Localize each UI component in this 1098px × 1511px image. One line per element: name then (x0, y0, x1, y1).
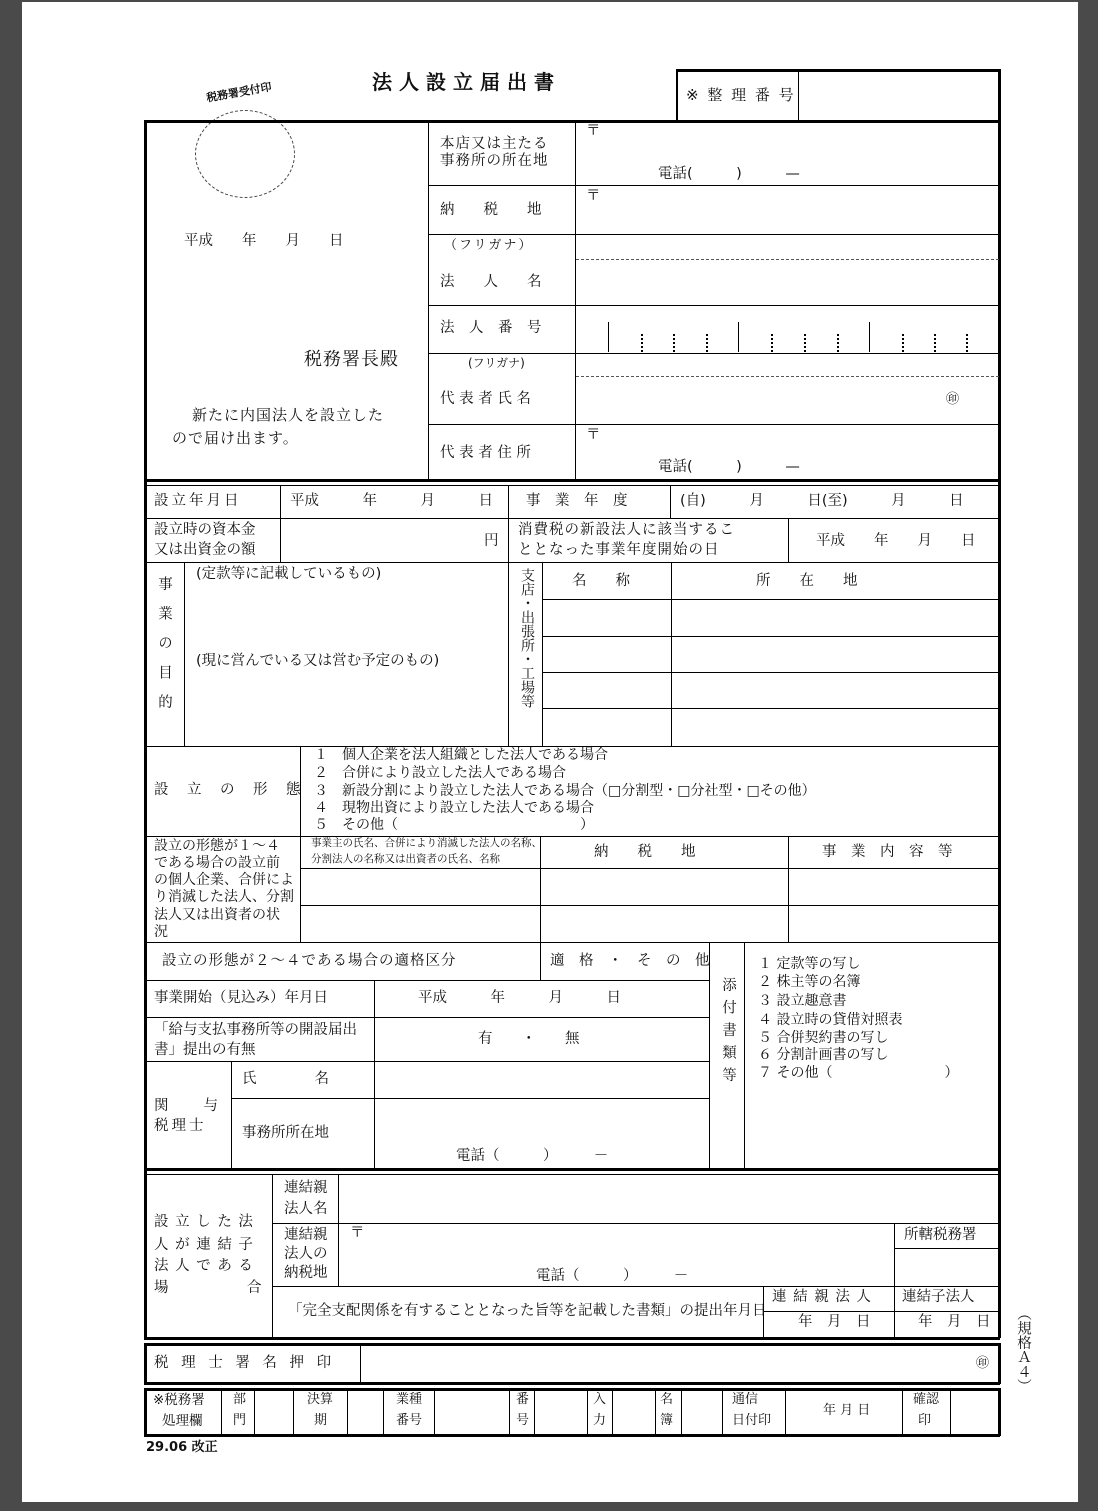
kakunin-2: 印 (918, 1413, 932, 1428)
zeirishi-tel: 電話（ ） － (456, 1148, 609, 1164)
renketsu-oya-nozei-1: 連結親 (284, 1227, 328, 1243)
furigana-label: （フリガナ） (444, 238, 534, 253)
keitai-label: 設 立 の 形 態 (154, 782, 303, 798)
setsuritsu-date-value: 平成 年 月 日 (290, 493, 493, 509)
keitai14-line-6: 況 (154, 924, 168, 940)
setsuritsu-date-label: 設立年月日 (154, 493, 242, 509)
furigana-label-2: (フリガナ) (468, 356, 525, 370)
tenpu-item-7: ７ その他（ ） (758, 1065, 959, 1081)
keitai-item-4: ４ 現物出資により設立した法人である場合 (314, 800, 594, 816)
kikaku-label: （規格Ａ４） (1015, 1306, 1031, 1393)
zeirishi-sign-label: 税 理 士 署 名 押 印 (154, 1355, 336, 1371)
nozeichi-header: 納 税 地 (594, 844, 696, 860)
honten-tel: 電話( ) — (658, 166, 800, 182)
kanyo-label-1: 関 与 (154, 1098, 220, 1114)
bumon-2: 門 (233, 1413, 247, 1428)
jigyo-nendo-value: (自) 月 日(至) 月 日 (680, 493, 964, 509)
seal-mark: ㊞ (976, 1356, 990, 1371)
bango-1: 番 (516, 1392, 530, 1407)
revision-label: 29.06 改正 (146, 1440, 218, 1455)
daihyo-name-label: 代 表 者 氏 名 (440, 391, 531, 407)
shori-label-1: ※税務署 (153, 1392, 205, 1408)
oya-ymd: 年 月 日 (798, 1314, 871, 1330)
form-sheet (22, 2, 1078, 1502)
shozaichi-header: 所 在 地 (756, 573, 858, 589)
keitai-item-2: ２ 合併により設立した法人である場合 (314, 765, 566, 781)
reception-stamp-area (195, 110, 295, 198)
mokuteki-teikan: (定款等に記載しているもの) (196, 566, 382, 582)
shiten-label: 支店・出張所・工場等 (519, 568, 535, 708)
tenpu-item-4: ４ 設立時の貸借対照表 (758, 1012, 903, 1028)
heisei-date: 平成 年 月 日 (184, 233, 344, 249)
renketsu-ko-hojin: 連結子法人 (902, 1289, 975, 1305)
renketsu-oya-name-1: 連結親 (284, 1180, 328, 1196)
meibo-2: 簿 (660, 1413, 674, 1428)
shohizei-label-2: ととなった事業年度開始の日 (518, 542, 720, 558)
bumon-1: 部 (233, 1392, 247, 1407)
keitai14-line-2: である場合の設立前 (154, 855, 280, 871)
shohizei-value: 平成 年 月 日 (816, 533, 976, 549)
honten-label-1: 本店又は主たる (440, 136, 549, 152)
tenpu-item-6: ６ 分割計画書の写し (758, 1047, 889, 1063)
renketsu-oya-nozei-2: 法人の (284, 1246, 328, 1262)
kakunin-1: 確認 (913, 1392, 940, 1407)
shohizei-label-1: 消費税の新設法人に該当するこ (518, 522, 735, 538)
postal-mark: 〒 (586, 123, 601, 139)
shokatsu-label: 所轄税務署 (904, 1227, 977, 1243)
daihyo-addr-label: 代 表 者 住 所 (440, 445, 531, 461)
keitai-item-1: １ 個人企業を法人組織とした法人である場合 (314, 747, 608, 763)
seiri-bango-label: ※ 整 理 番 号 (686, 86, 796, 104)
seal-mark: ㊞ (946, 392, 960, 407)
nyuryoku-2: 力 (593, 1413, 607, 1428)
jimusho-label: 事務所所在地 (242, 1125, 329, 1141)
tsushin-1: 通信 (732, 1392, 759, 1407)
renketsu-oya-name-2: 法人名 (284, 1201, 328, 1217)
form-title: 法人設立届出書 (372, 70, 561, 94)
meisho-header: 名 称 (572, 573, 630, 589)
tenpu-item-1: １ 定款等の写し (758, 956, 861, 972)
postal-mark: 〒 (586, 188, 601, 204)
kessan-2: 期 (314, 1413, 328, 1428)
yen-unit: 円 (484, 533, 499, 549)
shimei-label: 氏 名 (242, 1071, 329, 1087)
tenpu-label: 添付書類等 (720, 977, 736, 1090)
nozeichi-label: 納 税 地 (440, 202, 542, 218)
gyoshu-2: 番号 (396, 1413, 423, 1428)
kyuyo-label-1: 「給与支払事務所等の開設届出 (154, 1022, 357, 1038)
tenpu-item-2: ２ 株主等の名簿 (758, 974, 861, 990)
daihyo-tel: 電話( ) — (658, 459, 800, 475)
proc-ymd: 年 月 日 (823, 1403, 871, 1418)
renketsu-oya-nozei-3: 納税地 (284, 1265, 328, 1281)
notice-line-1: 新たに内国法人を設立した (192, 406, 385, 424)
tekikaku-label: 設立の形態が２～４である場合の適格区分 (162, 953, 457, 969)
renketsu-tel: 電話（ ） － (536, 1268, 689, 1284)
keitai-item-5: ５ その他（ ） (314, 817, 594, 833)
kyuyo-label-2: 書」提出の有無 (154, 1042, 256, 1058)
jigyonushi-note-2: 分割法人の名称又は出資者の氏名、名称 (311, 853, 500, 865)
renketsu-line-2: 人 が 連 結 子 (154, 1237, 254, 1253)
tenpu-item-5: ５ 合併契約書の写し (758, 1030, 889, 1046)
honten-label-2: 事務所の所在地 (440, 153, 549, 169)
mokuteki-label: 事業の目的 (156, 576, 172, 724)
kaishi-value: 平成 年 月 日 (418, 990, 621, 1006)
zeimusho-chou: 税務署長殿 (304, 349, 399, 370)
mokuteki-genni: (現に営んでいる又は営む予定のもの) (196, 653, 440, 669)
keitai14-line-3: の個人企業、合併によ (154, 872, 294, 888)
renketsu-oya-hojin: 連 結 親 法 人 (772, 1289, 872, 1305)
hojinmei-label: 法 人 名 (440, 274, 542, 290)
notice-line-2: ので届け出ます。 (172, 429, 299, 447)
jigyonushi-note-1: 事業主の氏名、合併により消滅した法人の名称、 (311, 837, 542, 849)
shihon-label-1: 設立時の資本金 (154, 522, 256, 538)
kyuyo-value: 有 ・ 無 (478, 1031, 580, 1047)
jigyo-naiyo-header: 事 業 内 容 等 (822, 844, 953, 860)
shori-label-2: 処理欄 (162, 1413, 203, 1429)
ko-ymd: 年 月 日 (918, 1314, 991, 1330)
keitai14-line-1: 設立の形態が１～４ (154, 838, 280, 854)
keitai14-line-5: 法人又は出資者の状 (154, 907, 280, 923)
renketsu-line-1: 設 立 し た 法 (154, 1214, 254, 1230)
renketsu-line-4: 場 合 (154, 1280, 263, 1296)
shihon-label-2: 又は出資金の額 (154, 542, 256, 558)
tenpu-item-3: ３ 設立趣意書 (758, 993, 847, 1009)
hojin-bango-label: 法 人 番 号 (440, 320, 542, 336)
keitai-item-3: ３ 新設分割により設立した法人である場合（□分割型・□分社型・□その他） (314, 783, 816, 799)
tekikaku-value: 適 格 ・ そ の 他 (550, 953, 710, 969)
kaishi-label: 事業開始（見込み）年月日 (154, 990, 328, 1006)
jigyo-nendo-label: 事 業 年 度 (526, 493, 628, 509)
nyuryoku-1: 入 (593, 1392, 607, 1407)
tsushin-2: 日付印 (732, 1413, 772, 1428)
kanzen-shihai-label: 「完全支配関係を有することとなった旨等を記載した書類」の提出年月日 (288, 1303, 767, 1319)
meibo-1: 名 (660, 1392, 674, 1407)
postal-mark: 〒 (350, 1225, 365, 1241)
postal-mark: 〒 (586, 427, 601, 443)
bango-2: 号 (516, 1413, 530, 1428)
renketsu-line-3: 法 人 で あ る (154, 1258, 254, 1274)
gyoshu-1: 業種 (396, 1392, 423, 1407)
keitai14-line-4: り消滅した法人、分割 (154, 889, 294, 905)
kessan-1: 決算 (307, 1392, 334, 1407)
stamp-label: 税務署受付印 (205, 80, 273, 105)
kanyo-label-2: 税理士 (154, 1118, 207, 1134)
